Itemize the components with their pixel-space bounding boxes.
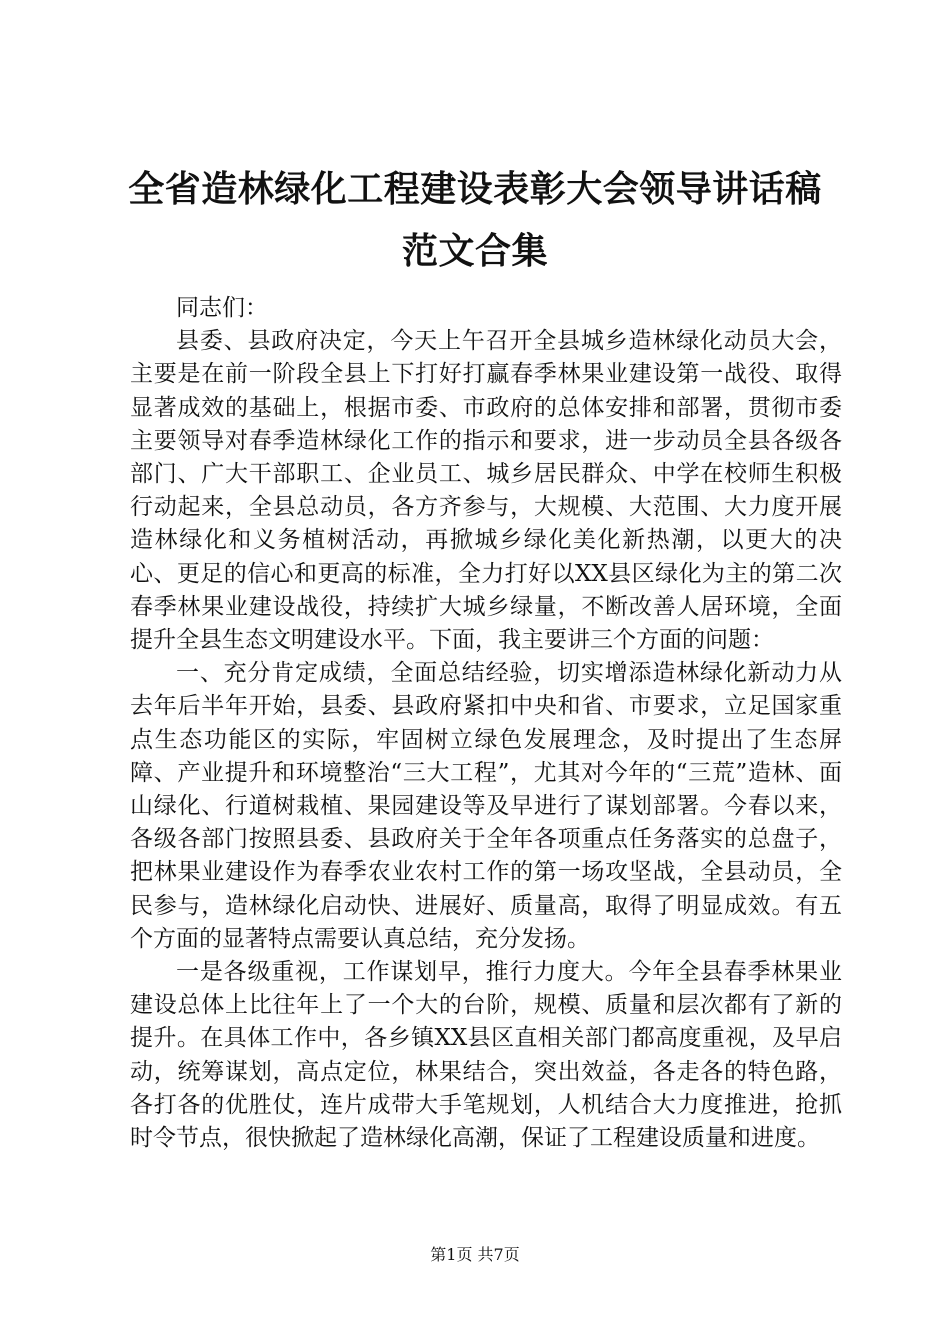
body-paragraph-point-one: 一是各级重视，工作谋划早，推行力度大。今年全县春季林果业建设总体上比往年上了一个大的台阶，规模、质量和层次都有了新的提升。在具体工作中，各乡镇XX县区直相关部门都高度重视，及早启动，统筹谋划，高点定位，林果结合，突出效益，各走各的特色路，各打各的优胜仗，连片成带大手笔规划，人机结合大力度推进，抢抓时令节点，很快掀起了造林绿化高潮，保证了工程建设质量和进度。: [130, 959, 842, 1152]
page-number-footer: 第1页 共7页: [430, 1245, 520, 1264]
body-paragraph-section-one: 一、充分肯定成绩，全面总结经验，切实增添造林绿化新动力从去年后半年开始，县委、县政府紧扣中央和省、市要求，立足国家重点生态功能区的实际，牢固树立绿色发展理念，及时提出了生态屏障、产业提升和环境整治“三大工程”，尤其对今年的“三荒”造林、面山绿化、行道树栽植、果园建设等及早进行了谋划部署。今春以来，各级各部门按照县委、县政府关于全年各项重点任务落实的总盘子，把林果业建设作为春季农业农村工作的第一场攻坚战，全县动员，全民参与，造林绿化启动快、进展好、质量高，取得了明显成效。有五个方面的显著特点需要认真总结，充分发扬。: [130, 660, 842, 952]
document-body: [130, 292, 842, 1155]
document-title: 全省造林绿化工程建设表彰大会领导讲话稿范文合集: [128, 168, 822, 272]
body-paragraph-intro: 县委、县政府决定，今天上午召开全县城乡造林绿化动员大会，主要是在前一阶段全县上下打好打赢春季林果业建设第一战役、取得显著成效的基础上，根据市委、市政府的总体安排和部署，贯彻市委主要领导对春季造林绿化工作的指示和要求，进一步动员全县各级各部门、广大干部职工、企业员工、城乡居民群众、中学在校师生积极行动起来，全县总动员，各方齐参与，大规模、大范围、大力度开展造林绿化和义务植树活动，再掀城乡绿化美化新热潮，以更大的决心、更足的信心和更高的标准，全力打好以XX县区绿化为主的第二次春季林果业建设战役，持续扩大城乡绿量，不断改善人居环境，全面提升全县生态文明建设水平。下面，我主要讲三个方面的问题：: [130, 328, 842, 654]
salutation-paragraph: 同志们：: [176, 295, 268, 321]
